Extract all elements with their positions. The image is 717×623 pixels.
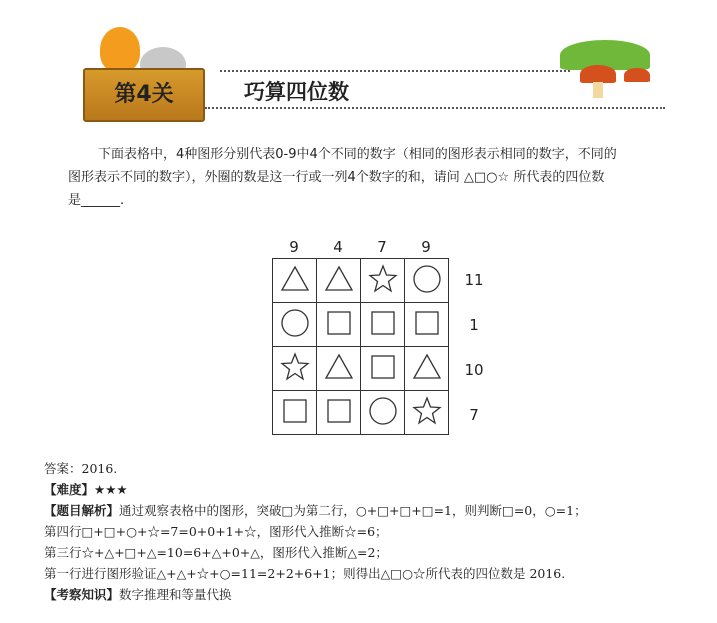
grid-cell [405, 347, 449, 391]
square-icon [324, 396, 354, 426]
row-sum: 1 [469, 316, 479, 334]
star-icon [368, 264, 398, 294]
knowledge-label: 【考察知识】 [44, 587, 120, 602]
grid-cell [317, 259, 361, 303]
square-icon [368, 308, 398, 338]
column-sum: 9 [421, 238, 431, 256]
circle-icon [368, 396, 398, 426]
grid-row [273, 347, 449, 391]
grid-cell [317, 347, 361, 391]
grid-cell [317, 303, 361, 347]
row-sums [452, 258, 496, 438]
analysis-line: 第一行进行图形验证△+△+☆+○=11=2+2+6+1；则得出△□○☆所代表的四位数是 2016. [44, 566, 566, 581]
column-sums [272, 238, 448, 256]
triangle-icon [324, 352, 354, 382]
problem-text [68, 143, 648, 212]
divider-bottom [205, 107, 665, 109]
problem-line-1: 下面表格中，4种图形分别代表0-9中4个不同的数字（相同的图形表示相同的数字，不同的 [98, 147, 617, 162]
square-icon [412, 308, 442, 338]
grid-cell [405, 391, 449, 435]
row-sum: 7 [469, 406, 479, 424]
grid-cell [273, 303, 317, 347]
answer: 答案：2016. [44, 461, 118, 476]
grid-cell [405, 259, 449, 303]
circle-icon [280, 308, 310, 338]
problem-line-3: 是______. [68, 193, 125, 208]
analysis-line: 第三行☆+△+□+△=10=6+△+0+△，图形代入推断△=2； [44, 545, 388, 560]
row-sum: 10 [464, 361, 484, 379]
grid-row [273, 259, 449, 303]
grid-cell [273, 259, 317, 303]
shape-grid [272, 258, 449, 435]
grid-row [273, 391, 449, 435]
level-sign: 第4关 [83, 68, 205, 122]
grid-cell [361, 259, 405, 303]
problem-line-2: 图形表示不同的数字），外圈的数是这一行或一列4个数字的和，请问 △□○☆ 所代表的四位数 [68, 170, 605, 185]
analysis-line: 第四行□+□+○+☆=7=0+0+1+☆，图形代入推断☆=6； [44, 524, 388, 539]
solution [44, 458, 587, 605]
knowledge-text: 数字推理和等量代换 [119, 587, 232, 602]
divider-top [220, 70, 570, 72]
grid-cell [273, 347, 317, 391]
column-sum: 4 [333, 238, 343, 256]
analysis-text: 通过观察表格中的图形，突破□为第二行，○+□+□+□=1，则判断□=0，○=1； [119, 503, 587, 518]
square-icon [368, 352, 398, 382]
row-sum: 11 [464, 271, 484, 289]
grid-cell [405, 303, 449, 347]
mushroom-illustration [550, 40, 665, 100]
star-icon [412, 396, 442, 426]
column-sum: 7 [377, 238, 387, 256]
grid-cell [317, 391, 361, 435]
difficulty-label: 【难度】 [44, 482, 95, 497]
triangle-icon [412, 352, 442, 382]
triangle-icon [280, 264, 310, 294]
difficulty-stars: ★★★ [94, 482, 128, 497]
analysis-label: 【题目解析】 [44, 503, 120, 518]
circle-icon [412, 264, 442, 294]
square-icon [280, 396, 310, 426]
grid-row [273, 303, 449, 347]
column-sum: 9 [289, 238, 299, 256]
grid-cell [361, 391, 405, 435]
triangle-icon [324, 264, 354, 294]
grid-cell [361, 303, 405, 347]
page-title: 巧算四位数 [244, 80, 349, 104]
square-icon [324, 308, 354, 338]
grid-cell [273, 391, 317, 435]
grid-cell [361, 347, 405, 391]
star-icon [280, 352, 310, 382]
